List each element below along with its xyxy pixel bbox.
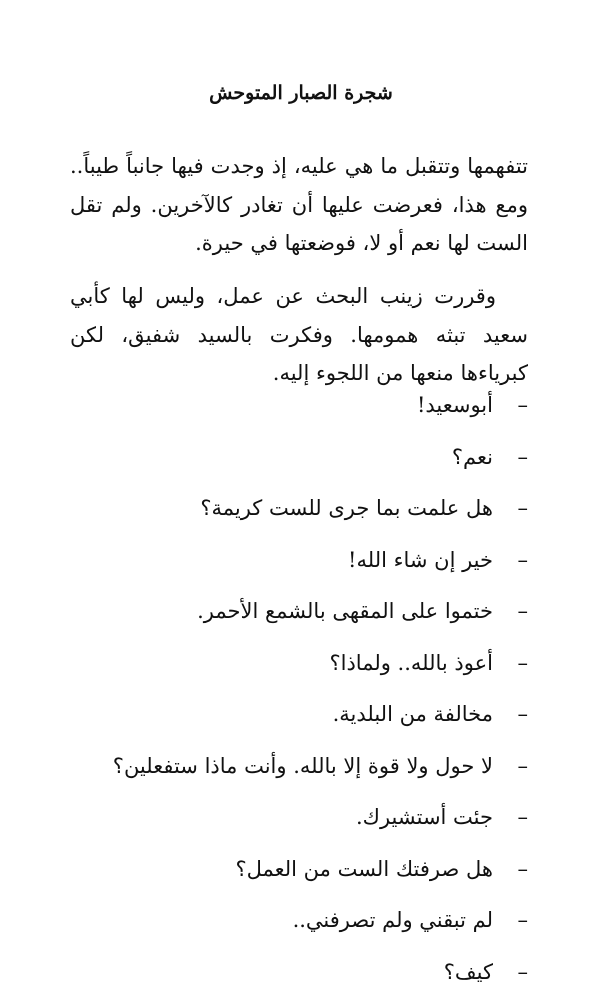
dialogue-dash: – <box>518 900 529 940</box>
page-title: شجرة الصبار المتوحش <box>0 78 602 108</box>
dialogue-text: جئت أستشيرك. <box>356 805 493 829</box>
dialogue-text: كيف؟ <box>444 960 493 984</box>
dialogue-dash: – <box>518 385 529 425</box>
dialogue-line <box>70 488 528 540</box>
dialogue-dash: – <box>518 591 529 631</box>
dialogue-dash: – <box>518 437 529 477</box>
dialogue-line <box>70 900 528 952</box>
dialogue-line <box>70 643 528 695</box>
dialogue-text: ختموا على المقهى بالشمع الأحمر. <box>197 599 493 623</box>
dialogue-text: لا حول ولا قوة إلا بالله. وأنت ماذا ستفعلين؟ <box>113 754 493 778</box>
dialogue-dash: – <box>518 797 529 837</box>
dialogue-dash: – <box>518 952 529 992</box>
dialogue-line <box>70 849 528 901</box>
dialogue-text: نعم؟ <box>452 445 493 469</box>
dialogue-line <box>70 746 528 798</box>
dialogue-text: هل علمت بما جرى للست كريمة؟ <box>200 496 493 520</box>
dialogue-line <box>70 437 528 489</box>
paragraph-2: وقررت زينب البحث عن عمل، وليس لها كأبي سعيد تبثه همومها. وفكرت بالسيد شفيق، لكن كبرياءها منعها من اللجوء إليه. <box>70 277 528 393</box>
dialogue-list <box>70 385 528 1003</box>
dialogue-line <box>70 694 528 746</box>
dialogue-line <box>70 385 528 437</box>
dialogue-line <box>70 797 528 849</box>
paragraph-1: تتفهمها وتتقبل ما هي عليه، إذ وجدت فيها جانباً طيباً.. ومع هذا، فعرضت عليها أن تغادر كالآخرين. ولم تقل الست لها نعم أو لا، فوضعتها في حيرة. <box>70 147 528 263</box>
dialogue-line <box>70 591 528 643</box>
dialogue-dash: – <box>518 643 529 683</box>
dialogue-dash: – <box>518 540 529 580</box>
dialogue-text: لم تبقني ولم تصرفني.. <box>293 908 493 932</box>
dialogue-text: أعوذ بالله.. ولماذا؟ <box>329 651 493 675</box>
dialogue-text: مخالفة من البلدية. <box>333 702 493 726</box>
dialogue-dash: – <box>518 488 529 528</box>
dialogue-line <box>70 952 528 1003</box>
dialogue-text: هل صرفتك الست من العمل؟ <box>235 857 493 881</box>
dialogue-dash: – <box>518 849 529 889</box>
dialogue-text: خير إن شاء الله! <box>348 548 493 572</box>
dialogue-dash: – <box>518 694 529 734</box>
dialogue-text: أبوسعيد! <box>417 393 493 417</box>
dialogue-line <box>70 540 528 592</box>
dialogue-dash: – <box>518 746 529 786</box>
